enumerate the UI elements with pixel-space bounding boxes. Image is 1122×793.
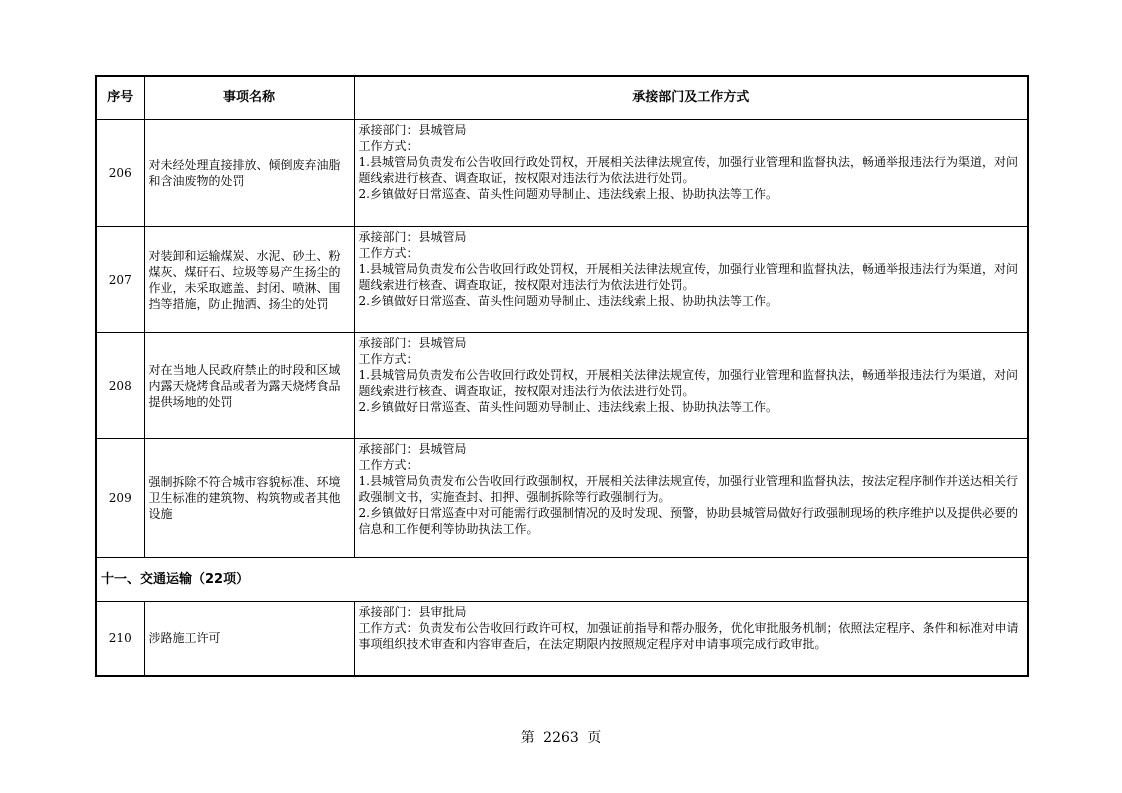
row-num: 206 [96,120,144,227]
row-num: 210 [96,602,144,676]
desc-line: 承接部门：县城管局 [358,123,467,137]
row-desc [354,602,1028,676]
row-num: 207 [96,227,144,333]
header-row [96,76,1028,120]
row-desc [354,439,1028,558]
desc-line: 承接部门：县审批局 [358,605,467,619]
page-footer [0,727,1122,747]
desc-line: 2.乡镇做好日常巡查、苗头性问题劝导制止、违法线索上报、协助执法等工作。 [358,294,778,308]
items-table [95,75,1029,677]
section-title: 十一、交通运输（22项） [96,558,1028,602]
table-row [96,439,1028,558]
row-name: 对未经处理直接排放、倾倒废弃油脂和含油废物的处罚 [144,120,354,227]
row-num: 208 [96,333,144,439]
desc-line: 工作方式： [358,352,419,366]
table-row [96,333,1028,439]
header-name: 事项名称 [144,76,354,120]
page-suffix: 页 [587,730,602,746]
desc-line: 2.乡镇做好日常巡查、苗头性问题劝导制止、违法线索上报、协助执法等工作。 [358,187,778,201]
table-row [96,227,1028,333]
page-number: 2263 [543,730,579,746]
desc-line: 2.乡镇做好日常巡查中对可能需行政强制情况的及时发现、预警，协助县城管局做好行政强制现场的秩序维护以及提供必要的信息和工作便利等协助执法工作。 [358,506,1018,536]
desc-line: 工作方式： [358,139,419,153]
desc-line: 工作方式：负责发布公告收回行政许可权，加强证前指导和帮办服务，优化审批服务机制；依照法定程序、条件和标准对申请事项组织技术审查和内容审查后，在法定期限内按照规定程序对申请事项完成行政审批。 [358,621,1019,651]
desc-line: 工作方式： [358,246,419,260]
row-desc [354,227,1028,333]
desc-line: 承接部门：县城管局 [358,230,467,244]
desc-line: 1.县城管局负责发布公告收回行政处罚权，开展相关法律法规宣传，加强行业管理和监督执法，畅通举报违法行为渠道，对问题线索进行核查、调查取证，按权限对违法行为依法进行处罚。 [358,155,1018,185]
desc-line: 承接部门：县城管局 [358,442,467,456]
row-num: 209 [96,439,144,558]
header-dept: 承接部门及工作方式 [354,76,1028,120]
table-row [96,602,1028,676]
row-name: 对装卸和运输煤炭、水泥、砂土、粉煤灰、煤矸石、垃圾等易产生扬尘的作业，未采取遮盖、封闭、喷淋、围挡等措施，防止抛洒、扬尘的处罚 [144,227,354,333]
desc-line: 工作方式： [358,458,419,472]
row-desc [354,120,1028,227]
row-name: 强制拆除不符合城市容貌标准、环境卫生标准的建筑物、构筑物或者其他设施 [144,439,354,558]
desc-line: 承接部门：县城管局 [358,336,467,350]
row-desc [354,333,1028,439]
page-prefix: 第 [520,730,535,746]
desc-line: 1.县城管局负责发布公告收回行政处罚权，开展相关法律法规宣传，加强行业管理和监督执法，畅通举报违法行为渠道，对问题线索进行核查、调查取证，按权限对违法行为依法进行处罚。 [358,368,1018,398]
desc-line: 1.县城管局负责发布公告收回行政强制权，开展相关法律法规宣传，加强行业管理和监督执法，按法定程序制作并送达相关行政强制文书，实施查封、扣押、强制拆除等行政强制行为。 [358,474,1018,504]
desc-line: 2.乡镇做好日常巡查、苗头性问题劝导制止、违法线索上报、协助执法等工作。 [358,400,778,414]
table-row [96,120,1028,227]
row-name: 对在当地人民政府禁止的时段和区域内露天烧烤食品或者为露天烧烤食品提供场地的处罚 [144,333,354,439]
header-num: 序号 [96,76,144,120]
desc-line: 1.县城管局负责发布公告收回行政处罚权，开展相关法律法规宣传，加强行业管理和监督执法，畅通举报违法行为渠道，对问题线索进行核查、调查取证，按权限对违法行为依法进行处罚。 [358,262,1018,292]
row-name: 涉路施工许可 [144,602,354,676]
section-row [96,558,1028,602]
